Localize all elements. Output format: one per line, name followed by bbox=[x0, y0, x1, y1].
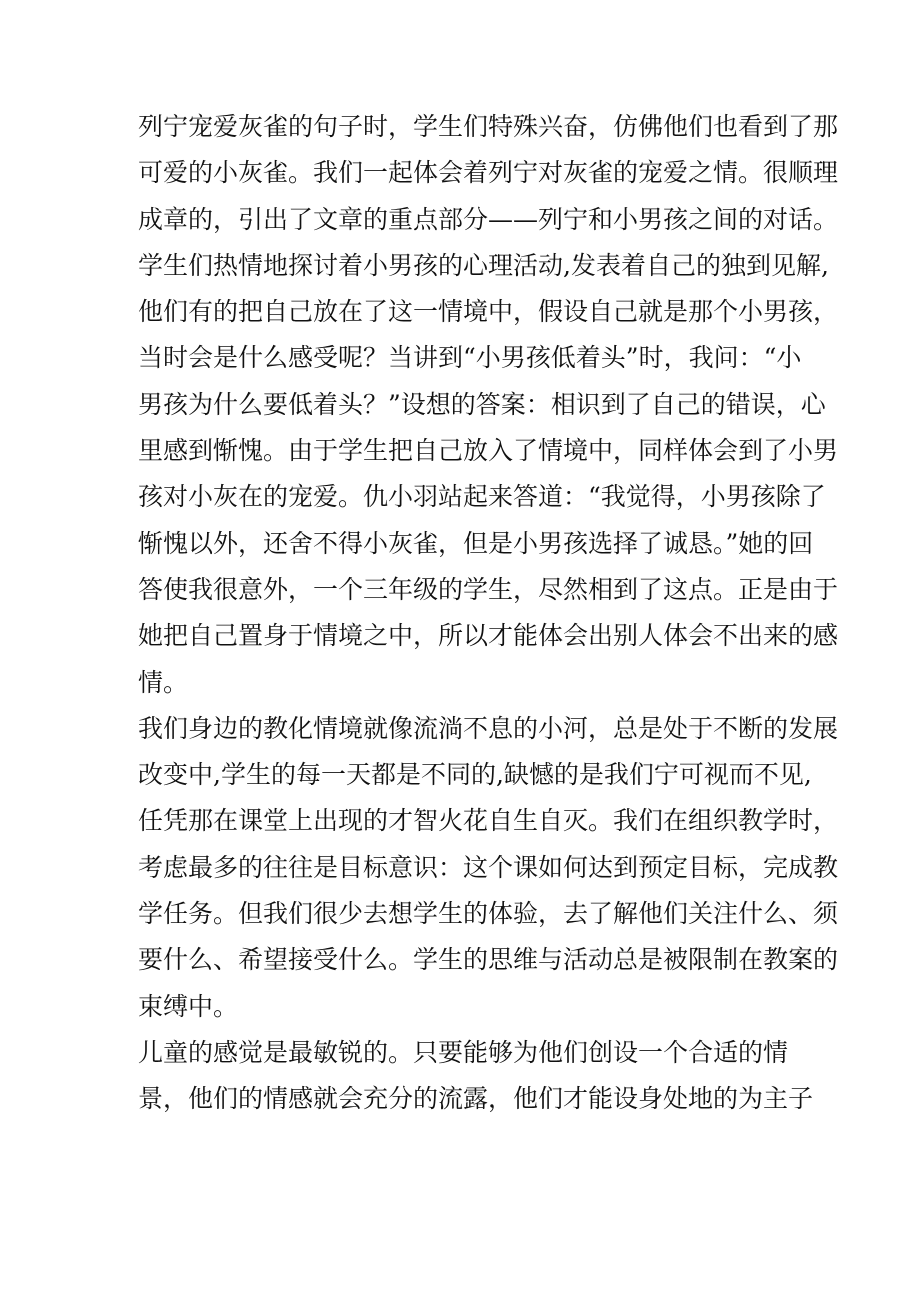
text-line-12: 她把自己置身于情境之中，所以才能体会出别人体会不出来的感 bbox=[138, 621, 839, 651]
text-line-5: 他们有的把自己放在了这一情境中，假设自己就是那个小男孩， bbox=[138, 297, 839, 327]
text-line-14: 我们身边的教化情境就像流淌不息的小河，总是处于不断的发展 bbox=[138, 713, 839, 743]
text-line-18: 学任务。但我们很少去想学生的体验，去了解他们关注什么、须 bbox=[138, 899, 839, 929]
text-line-1: 列宁宠爱灰雀的句子时，学生们特殊兴奋，仿佛他们也看到了那 bbox=[138, 112, 839, 141]
text-line-16: 任凭那在课堂上出现的才智火花自生自灭。我们在组织教学时， bbox=[138, 806, 839, 836]
text-line-22: 景，他们的情感就会充分的流露，他们才能设身处地的为主子 bbox=[138, 1084, 814, 1114]
text-line-15: 改变中,学生的每一天都是不同的,缺憾的是我们宁可视而不见, bbox=[138, 760, 812, 790]
text-line-7: 男孩为什么要低着头？”设想的答案：相识到了自己的错误，心 bbox=[138, 389, 826, 419]
text-line-8: 里感到惭愧。由于学生把自己放入了情境中，同样体会到了小男 bbox=[138, 436, 839, 466]
text-line-2: 可爱的小灰雀。我们一起体会着列宁对灰雀的宠爱之情。很顺理 bbox=[138, 158, 839, 188]
text-line-4: 学生们热情地探讨着小男孩的心理活动,发表着自己的独到见解, bbox=[138, 250, 829, 280]
text-line-10: 惭愧以外，还舍不得小灰雀，但是小男孩选择了诚恳。”她的回 bbox=[138, 528, 814, 558]
text-line-13: 情。 bbox=[138, 667, 189, 697]
text-line-6: 当时会是什么感受呢？当讲到“小男孩低着头”时，我问：“小 bbox=[138, 343, 802, 373]
text-line-19: 要什么、希望接受什么。学生的思维与活动总是被限制在教案的 bbox=[138, 945, 839, 975]
text-line-11: 答使我很意外，一个三年级的学生，尽然相到了这点。正是由于 bbox=[138, 574, 839, 604]
text-line-9: 孩对小灰在的宠爱。仇小羽站起来答道：“我觉得，小男孩除了 bbox=[138, 482, 826, 512]
text-line-20: 束缚中。 bbox=[138, 991, 239, 1021]
text-line-17: 考虑最多的往往是目标意识：这个课如何达到预定目标，完成教 bbox=[138, 852, 839, 882]
document-body bbox=[138, 104, 839, 1123]
text-line-3: 成章的，引出了文章的重点部分——列宁和小男孩之间的对话。 bbox=[138, 204, 839, 234]
text-line-21: 儿童的感觉是最敏锐的。只要能够为他们创设一个合适的情 bbox=[138, 1037, 789, 1067]
